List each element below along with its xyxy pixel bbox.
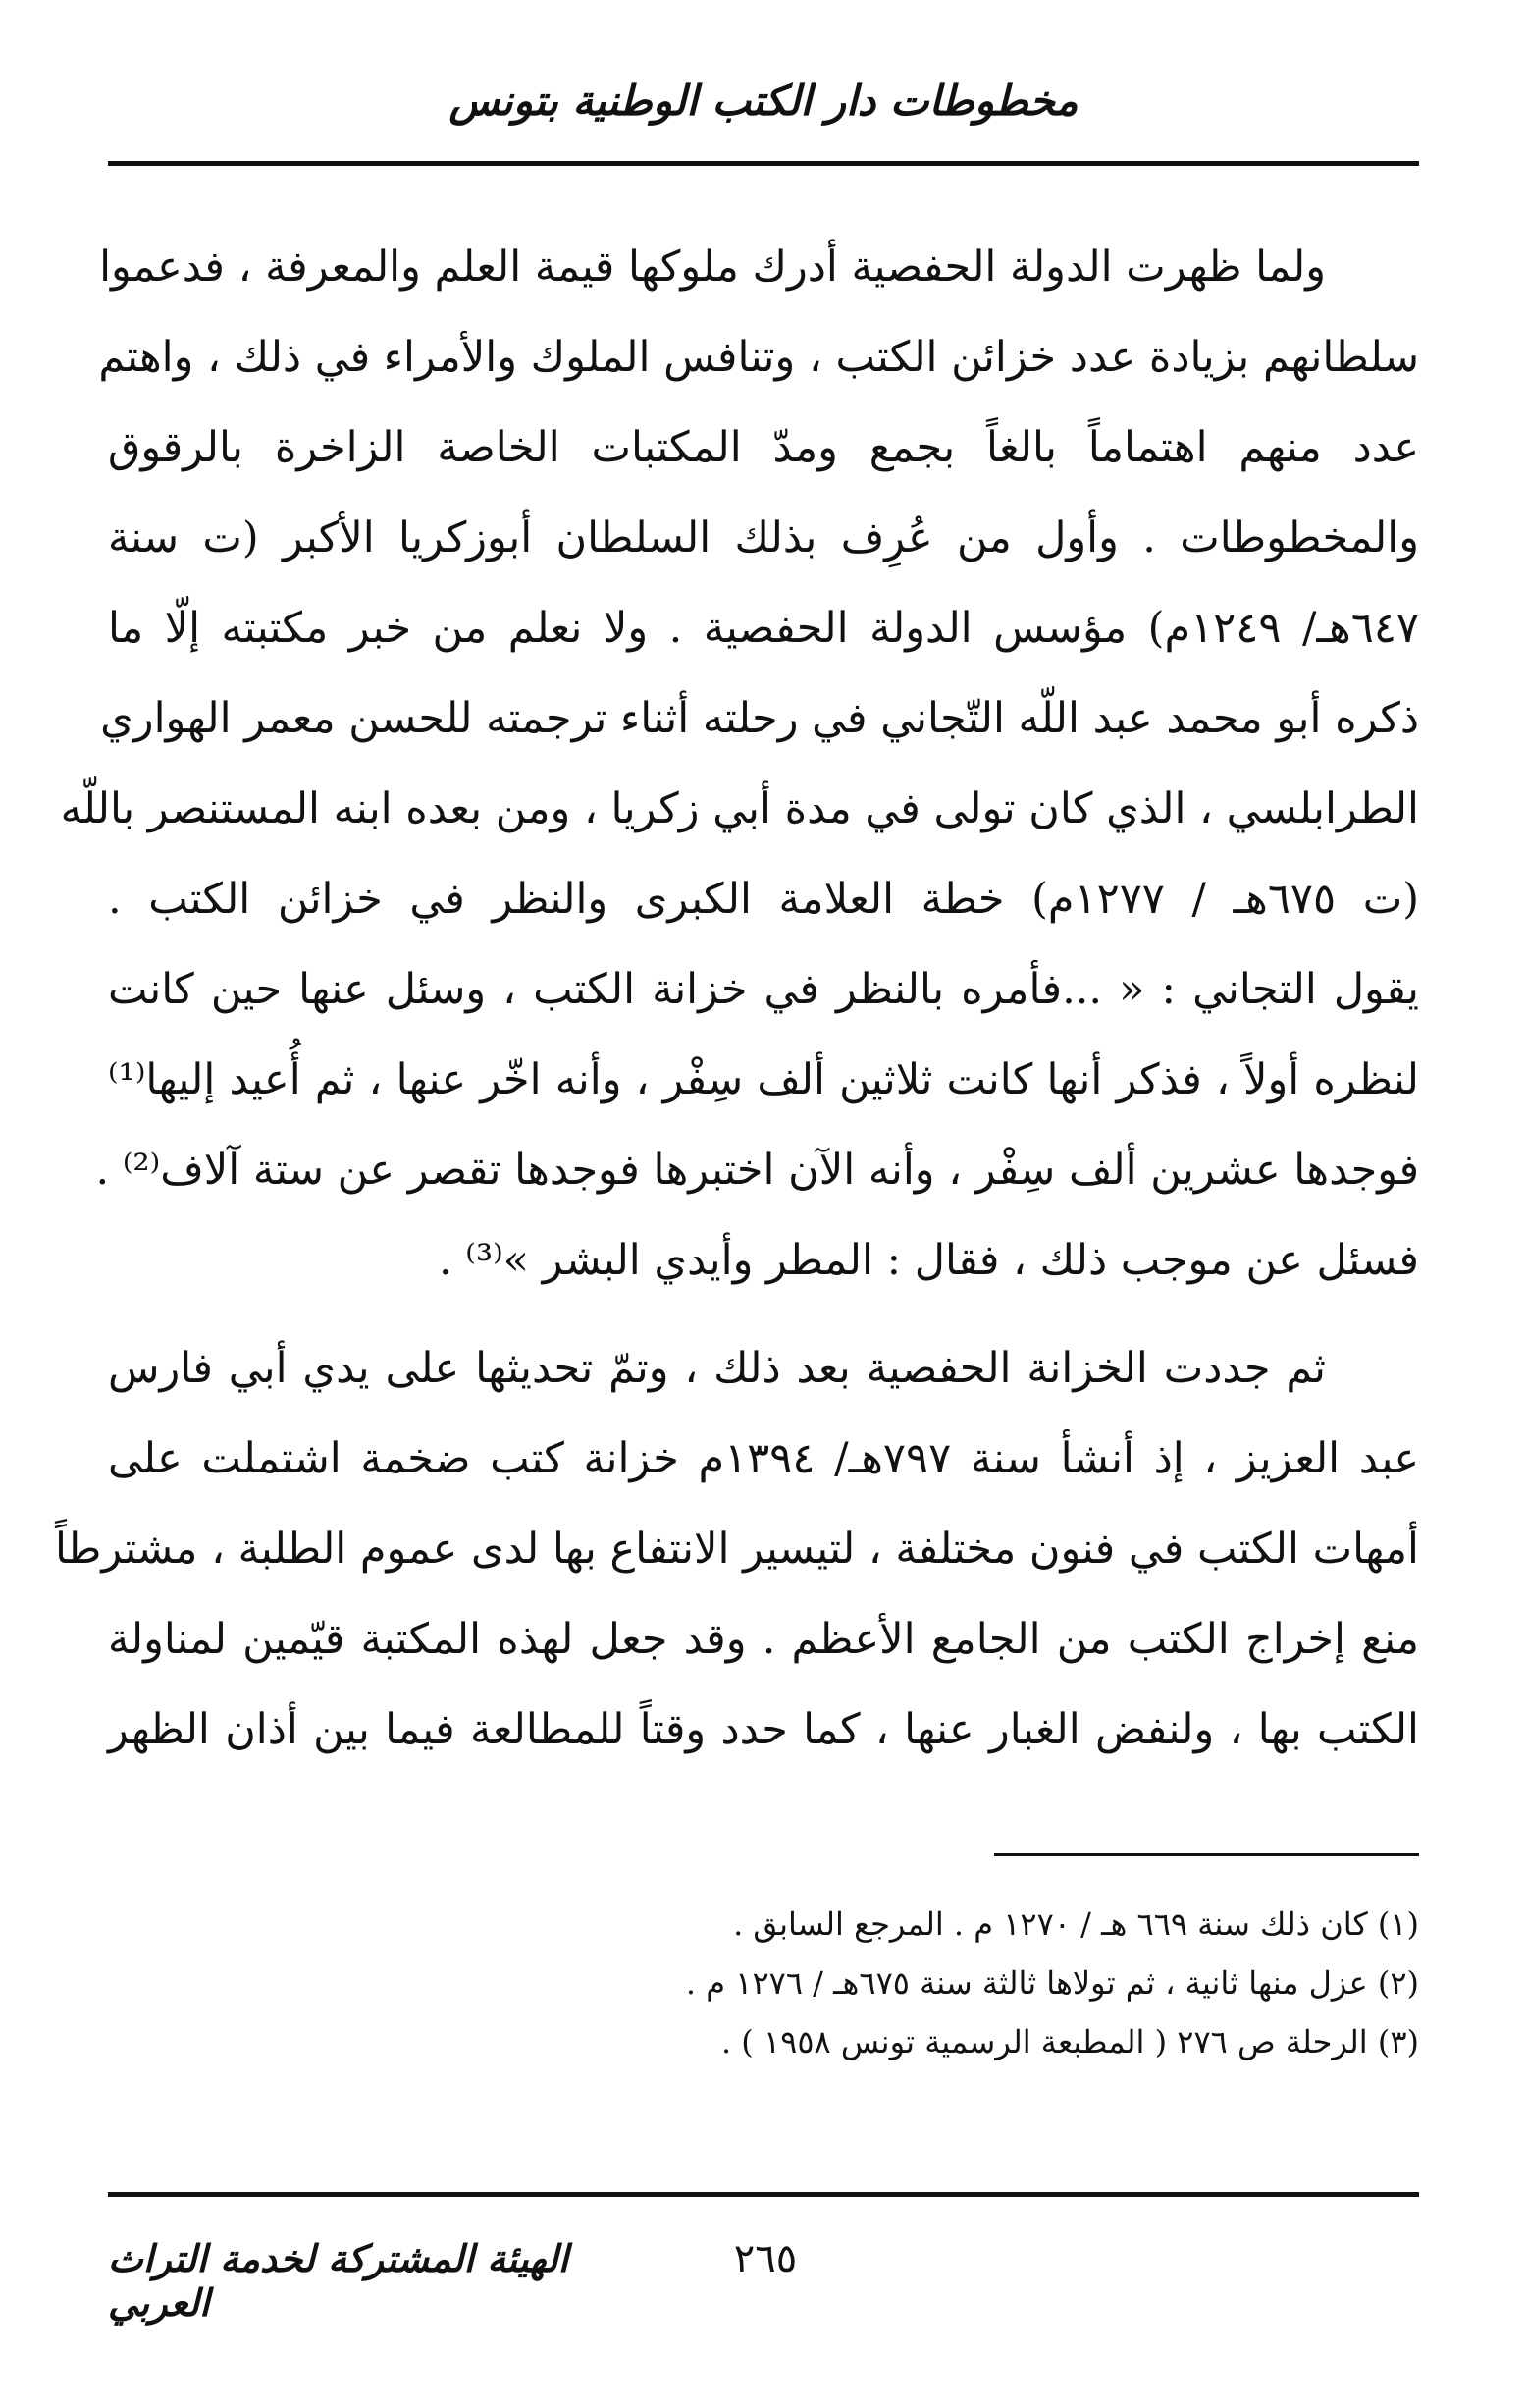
header-rule bbox=[108, 161, 1419, 166]
text-line: والمخطوطات . وأول من عُرِف بذلك السلطان أبوزكريا الأكبر (ت سنة bbox=[108, 513, 1419, 562]
text-line: يقول التجاني : « ...فأمره بالنظر في خزانة الكتب ، وسئل عنها حين كانت bbox=[108, 965, 1419, 1014]
footnote-separator bbox=[994, 1853, 1419, 1856]
text-line: فسئل عن موجب ذلك ، فقال : المطر وأيدي البشر »⁽³⁾ . bbox=[438, 1236, 1419, 1285]
text-line: سلطانهم بزيادة عدد خزائن الكتب ، وتنافس الملوك والأمراء في ذلك ، واهتم bbox=[98, 333, 1419, 382]
footnote-2: (٢) عزل منها ثانية ، ثم تولاها ثالثة سنة ٦٧٥هـ / ١٢٧٦ م . bbox=[685, 1964, 1419, 2002]
text-line: لنظره أولاً ، فذكر أنها كانت ثلاثين ألف سِفْر ، وأنه اخّر عنها ، ثم أُعيد إليها⁽¹⁾ bbox=[108, 1055, 1419, 1104]
publisher-name: الهيئة المشتركة لخدمة التراث العربي bbox=[108, 2236, 569, 2325]
text-line: ٦٤٧هـ/ ١٢٤٩م) مؤسس الدولة الحفصية . ولا نعلم من خبر مكتبته إلّا ما bbox=[108, 604, 1420, 653]
text-line: (ت ٦٧٥هـ / ١٢٧٧م) خطة العلامة الكبرى والنظر في خزائن الكتب . bbox=[108, 875, 1419, 924]
text-line: فوجدها عشرين ألف سِفْر ، وأنه الآن اختبرها فوجدها تقصر عن ستة آلاف⁽²⁾ . bbox=[95, 1146, 1419, 1195]
text-line: عبد العزيز ، إذ أنشأ سنة ٧٩٧هـ/ ١٣٩٤م خزانة كتب ضخمة اشتملت على bbox=[108, 1434, 1419, 1483]
paragraph-1 bbox=[60, 222, 1420, 1306]
footnote-3: (٣) الرحلة ص ٢٧٦ ( المطبعة الرسمية تونس ١٩٥٨ ) . bbox=[720, 2023, 1419, 2060]
text-line: ذكره أبو محمد عبد اللّه التّجاني في رحلته أثناء ترجمته للحسن معمر الهواري bbox=[100, 694, 1419, 743]
running-title: مخطوطات دار الكتب الوطنية بتونس bbox=[448, 77, 1079, 125]
text-line: الكتب بها ، ولنفض الغبار عنها ، كما حدد وقتاً للمطالعة فيما بين أذان الظهر bbox=[108, 1705, 1419, 1754]
text-line: منع إخراج الكتب من الجامع الأعظم . وقد جعل لهذه المكتبة قيّمين لمناولة bbox=[108, 1615, 1419, 1664]
footnote-1: (١) كان ذلك سنة ٦٦٩ هـ / ١٢٧٠ م . المرجع السابق . bbox=[733, 1905, 1419, 1943]
text-line: أمهات الكتب في فنون مختلفة ، لتيسير الانتفاع بها لدى عموم الطلبة ، مشترطاً bbox=[55, 1525, 1419, 1574]
footer-rule bbox=[108, 2192, 1419, 2197]
footnotes bbox=[108, 1895, 1419, 2071]
text-line: ثم جددت الخزانة الحفصية بعد ذلك ، وتمّ تحديثها على يدي أبي فارس bbox=[108, 1344, 1326, 1393]
text-line: عدد منهم اهتماماً بالغاً بجمع ومدّ المكتبات الخاصة الزاخرة بالرقوق bbox=[108, 423, 1419, 472]
text-line: الطرابلسي ، الذي كان تولى في مدة أبي زكريا ، ومن بعده ابنه المستنصر باللّه bbox=[60, 784, 1419, 833]
paragraph-2 bbox=[55, 1323, 1419, 1775]
page-number: ٢٦٥ bbox=[733, 2236, 798, 2281]
text-line: ولما ظهرت الدولة الحفصية أدرك ملوكها قيمة العلم والمعرفة ، فدعموا bbox=[99, 242, 1326, 292]
